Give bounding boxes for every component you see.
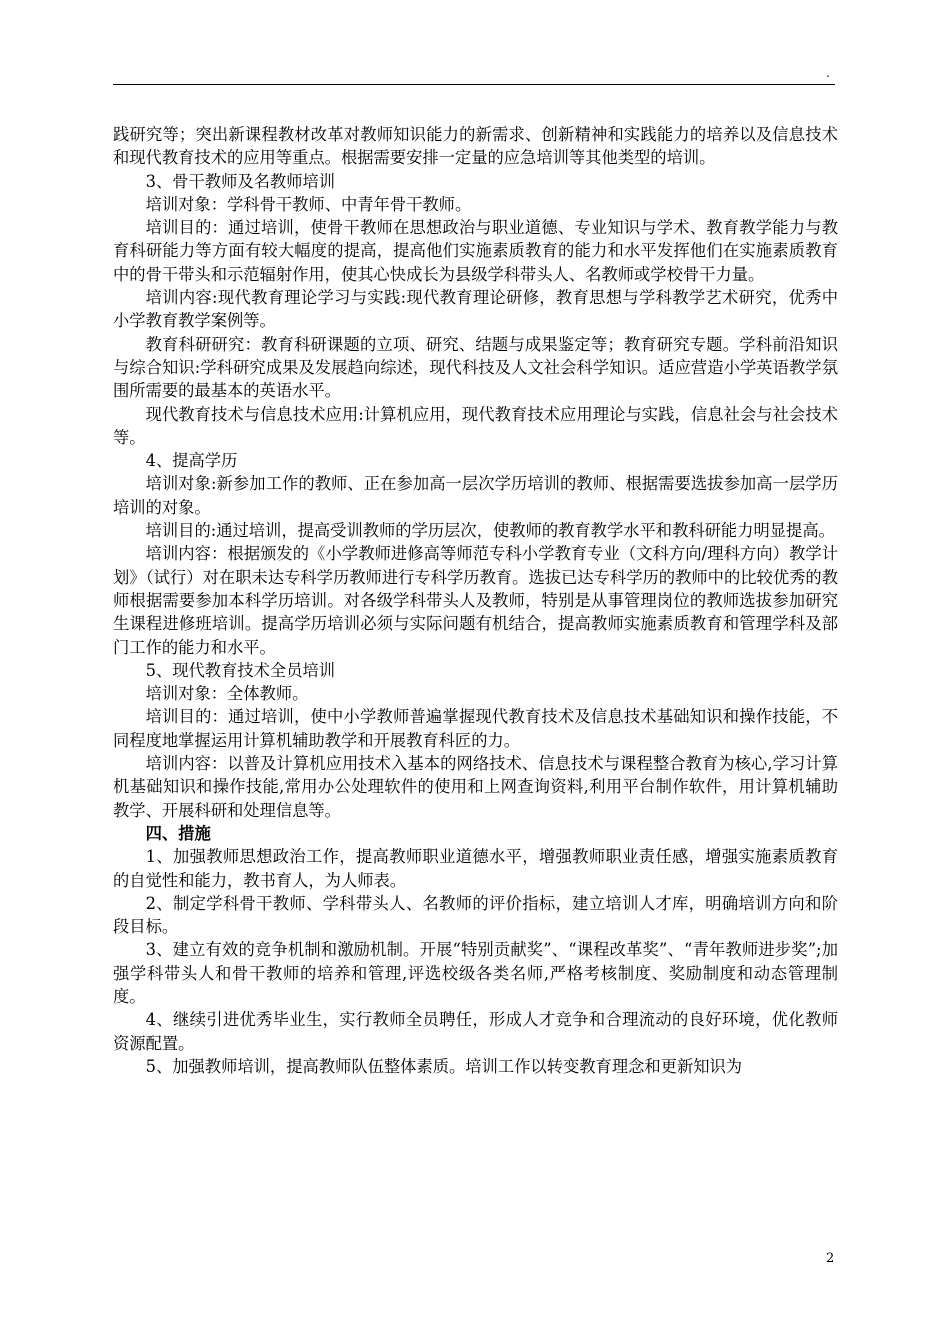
paragraph: 四、措施 bbox=[145, 823, 211, 843]
header-rule bbox=[113, 84, 835, 85]
paragraph: 4、继续引进优秀毕业生，实行教师全员聘任，形成人才竞争和合理流动的良好环境，优化教师资源配置。 bbox=[113, 1010, 838, 1053]
paragraph: 5、加强教师培训，提高教师队伍整体素质。培训工作以转变教育理念和更新知识为 bbox=[145, 1056, 743, 1076]
paragraph: 践研究等；突出新课程教材改革对教师知识能力的新需求、创新精神和实践能力的培养以及信息技术和现代教育技术的应用等重点。根据需要安排一定量的应急培训等其他类型的培训。 bbox=[113, 125, 838, 168]
paragraph: 培训对象:新参加工作的教师、正在参加高一层次学历培训的教师、根据需要选拔参加高一层学历培训的对象。 bbox=[113, 474, 838, 517]
paragraph: 培训内容：根据颁发的《小学教师进修高等师范专科小学教育专业（文科方向/理科方向）教学计划》（试行）对在职未达专科学历教师进行专科学历教育。选拔已达专科学历的教师中的比较优秀的教师根据需要参加本科学历培训。对各级学科带头人及教师，特别是从事管理岗位的教师选拔参加研究生课程进修班培训。提高学历培训必须与实际问题有机结合，提高教师实施素质教育和管理学科及部门工作的能力和水平。 bbox=[113, 544, 838, 657]
page-number: 2 bbox=[826, 1251, 835, 1266]
paragraph: 培训目的：通过培训，使骨干教师在思想政治与职业道德、专业知识与学术、教育教学能力与教育科研能力等方面有较大幅度的提高，提高他们实施素质教育的能力和水平发挥他们在实施素质教育中的骨干带头和示范辐射作用，使其心快成长为县级学科带头人、名教师或学校骨干力量。 bbox=[113, 218, 838, 284]
paragraph: 现代教育技术与信息技术应用:计算机应用，现代教育技术应用理论与实践，信息社会与社会技术等。 bbox=[113, 404, 838, 447]
paragraph: 培训目的:通过培训，提高受训教师的学历层次，使教师的教育教学水平和教科研能力明显提高。 bbox=[145, 521, 835, 541]
paragraph: 4、提高学历 bbox=[145, 451, 238, 471]
header-mark: . bbox=[826, 66, 830, 80]
paragraph: 培训内容：以普及计算机应用技术入基本的网络技术、信息技术与课程整合教育为核心,学习计算机基础知识和操作技能,常用办公处理软件的使用和上网查询资料,利用平台制作软件，用计算机辅助教学、开展科研和处理信息等。 bbox=[113, 754, 838, 820]
paragraph: 3、建立有效的竞争机制和激励机制。开展“特别贡献奖”、“课程改革奖”、“青年教师进步奖”;加强学科带头人和骨干教师的培养和管理,评选校级各类名师,严格考核制度、奖励制度和动态管理制度。 bbox=[113, 940, 838, 1006]
document-body bbox=[113, 123, 838, 1078]
paragraph: 教育科研研究：教育科研课题的立项、研究、结题与成果鉴定等；教育研究专题。学科前沿知识与综合知识:学科研究成果及发展趋向综述，现代科技及人文社会科学知识。适应营造小学英语教学氛围所需要的最基本的英语水平。 bbox=[113, 334, 838, 401]
paragraph: 培训内容:现代教育理论学习与实践:现代教育理论研修，教育思想与学科教学艺术研究，优秀中小学教育教学案例等。 bbox=[113, 288, 838, 331]
paragraph: 培训对象：全体教师。 bbox=[145, 684, 309, 704]
paragraph: 5、现代教育技术全员培训 bbox=[145, 660, 336, 680]
paragraph: 培训对象：学科骨干教师、中青年骨干教师。 bbox=[145, 194, 472, 214]
paragraph: 3、骨干教师及名教师培训 bbox=[145, 171, 336, 191]
paragraph: 2、制定学科骨干教师、学科带头人、名教师的评价指标，建立培训人才库，明确培训方向和阶段目标。 bbox=[113, 893, 838, 937]
paragraph: 培训目的：通过培训，使中小学教师普遍掌握现代教育技术及信息技术基础知识和操作技能，不同程度地掌握运用计算机辅助教学和开展教育科匠的力。 bbox=[113, 707, 838, 750]
paragraph: 1、加强教师思想政治工作，提高教师职业道德水平，增强教师职业责任感，增强实施素质教育的自觉性和能力，教书育人，为人师表。 bbox=[113, 847, 838, 890]
